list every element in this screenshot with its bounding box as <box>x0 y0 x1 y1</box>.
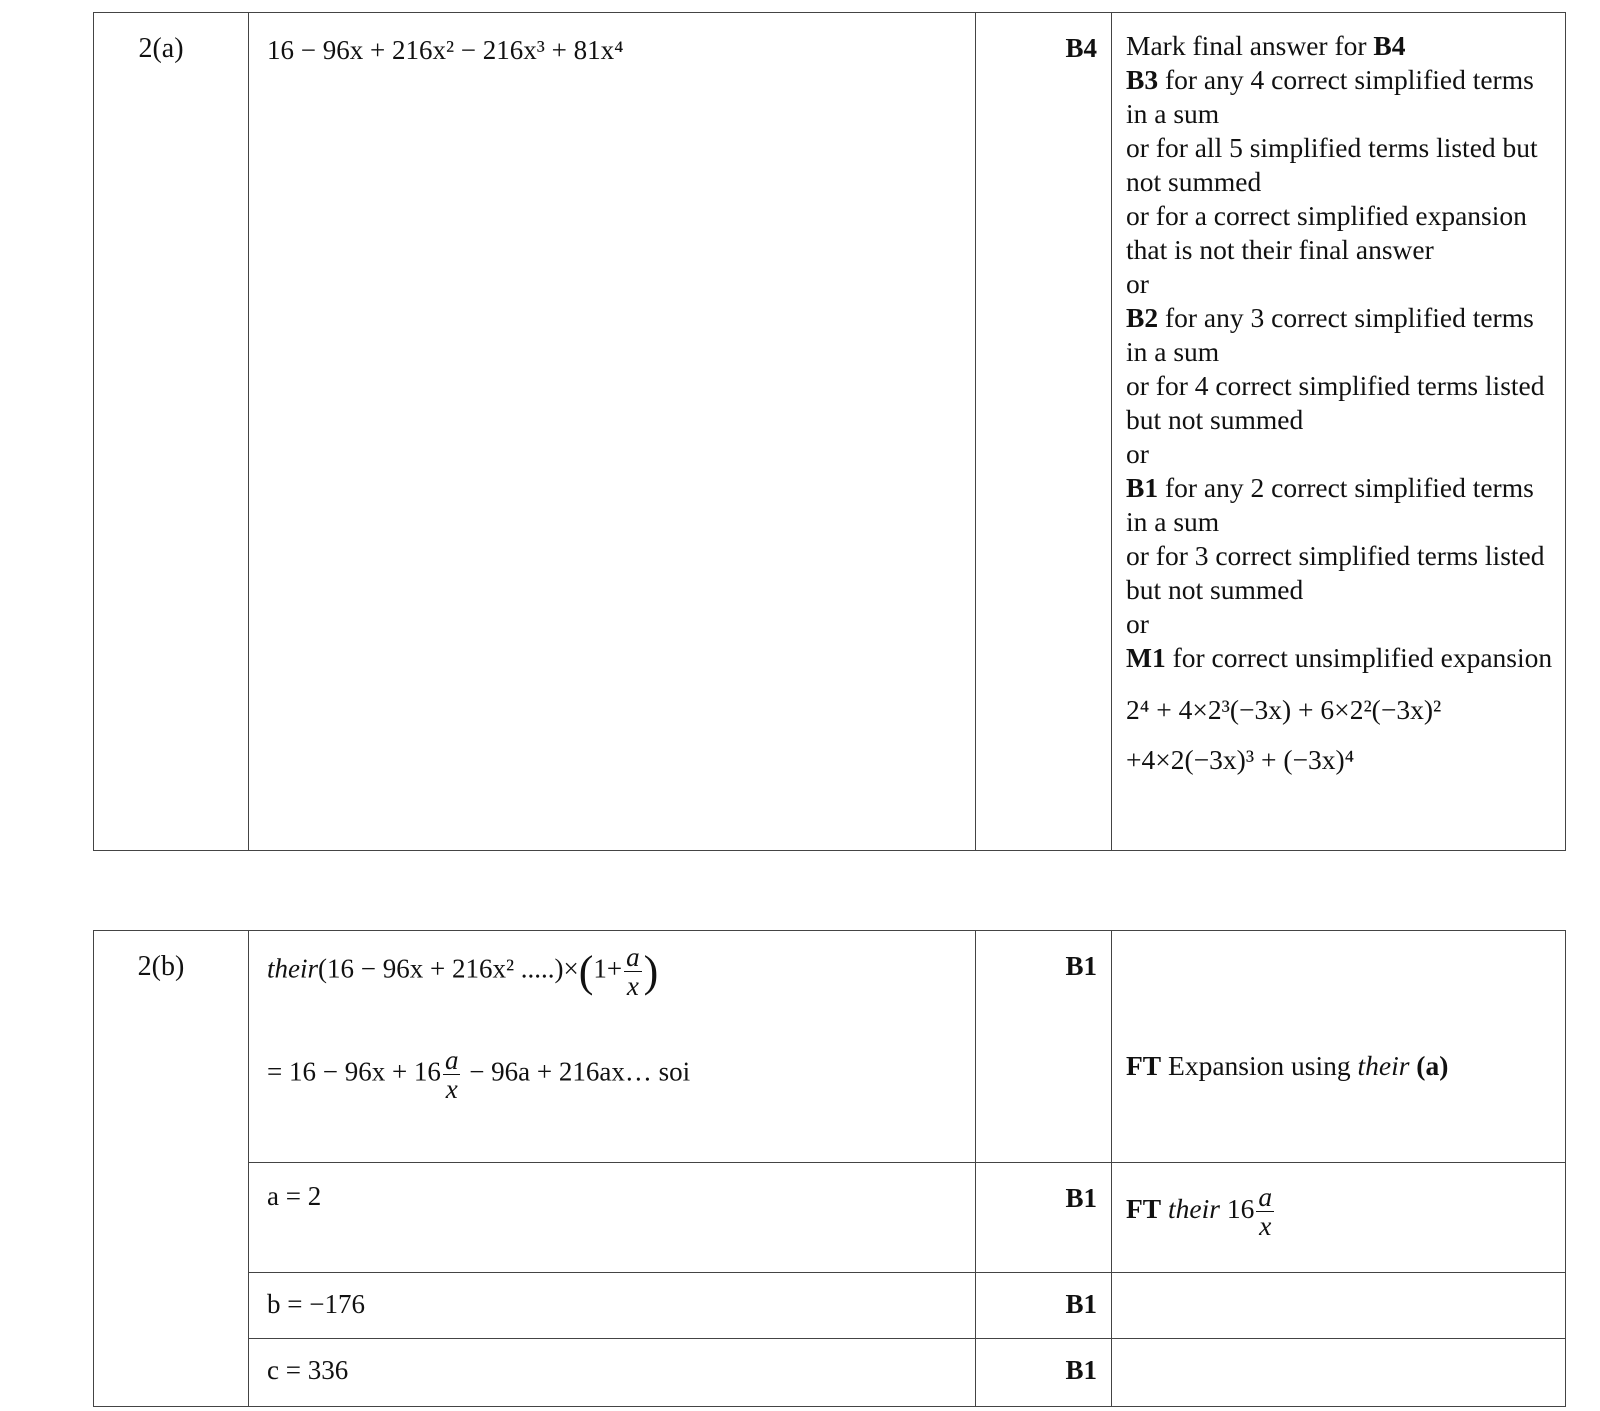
question-label-2b: 2(b) <box>94 931 249 1407</box>
mark-2b-3: B1 <box>976 1273 1112 1339</box>
mark-scheme-table-b <box>93 930 1566 1407</box>
answer-2b-b: b = −176 <box>249 1273 976 1339</box>
guidance-line: or <box>1126 608 1149 639</box>
answer-2b-a: a = 2 <box>249 1163 976 1273</box>
fraction-a-over-x: $\frac{a}{x}$ <box>626 942 640 1001</box>
guidance-line: M1 for correct unsimplified expansion <box>1126 642 1553 673</box>
mark-2b-1: B1 <box>976 931 1112 1163</box>
guidance-2b-3 <box>1112 1273 1566 1339</box>
mark-2b-4: B1 <box>976 1339 1112 1407</box>
fraction-a-over-x: $\frac{a}{x}$ <box>444 1045 459 1104</box>
guidance-line: or <box>1126 438 1149 469</box>
expansion-result: = 16 − 96x + 16 $\frac{a}{x}$ − 96a + 216ax… soi <box>267 1045 691 1104</box>
guidance-2b-4 <box>1112 1339 1566 1407</box>
guidance-line: or for all 5 simplified terms listed but not summed <box>1126 132 1538 197</box>
guidance-line: B1 for any 2 correct simplified terms in a sum <box>1126 472 1534 537</box>
question-label-2a: 2(a) <box>94 13 249 851</box>
answer-2a: 16 − 96x + 216x² − 216x³ + 81x⁴ <box>249 13 976 851</box>
unsimplified-expansion-line-2: +4×2(−3x)³ + (−3x)⁴ <box>1126 744 1355 775</box>
mark-scheme-table-a <box>93 12 1566 851</box>
expansion-expression: their(16 − 96x + 216x² .....)×(1+ $\frac{a}{x}$ ) <box>267 942 659 1001</box>
guidance-line: B2 for any 3 correct simplified terms in a sum <box>1126 302 1534 367</box>
answer-2b-expansion <box>249 931 976 1163</box>
fraction-a-over-x: $\frac{a}{x}$ <box>1258 1181 1273 1241</box>
guidance-line: or for 4 correct simplified terms listed but not summed <box>1126 370 1545 435</box>
guidance-line: or for a correct simplified expansion that is not their final answer <box>1126 200 1527 265</box>
guidance-line: or <box>1126 268 1149 299</box>
guidance-2b-1: FT Expansion using their (a) <box>1112 931 1566 1163</box>
guidance-2b-2: FT their 16 $\frac{a}{x}$ <box>1112 1163 1566 1273</box>
guidance-line: Mark final answer for B4 <box>1126 30 1406 61</box>
mark-2b-2: B1 <box>976 1163 1112 1273</box>
guidance-line: or for 3 correct simplified terms listed but not summed <box>1126 540 1545 605</box>
guidance-2a <box>1112 13 1566 851</box>
guidance-line: B3 for any 4 correct simplified terms in a sum <box>1126 64 1534 129</box>
mark-2a: B4 <box>976 13 1112 851</box>
unsimplified-expansion-line-1: 2⁴ + 4×2³(−3x) + 6×2²(−3x)² <box>1126 694 1442 725</box>
answer-2b-c: c = 336 <box>249 1339 976 1407</box>
